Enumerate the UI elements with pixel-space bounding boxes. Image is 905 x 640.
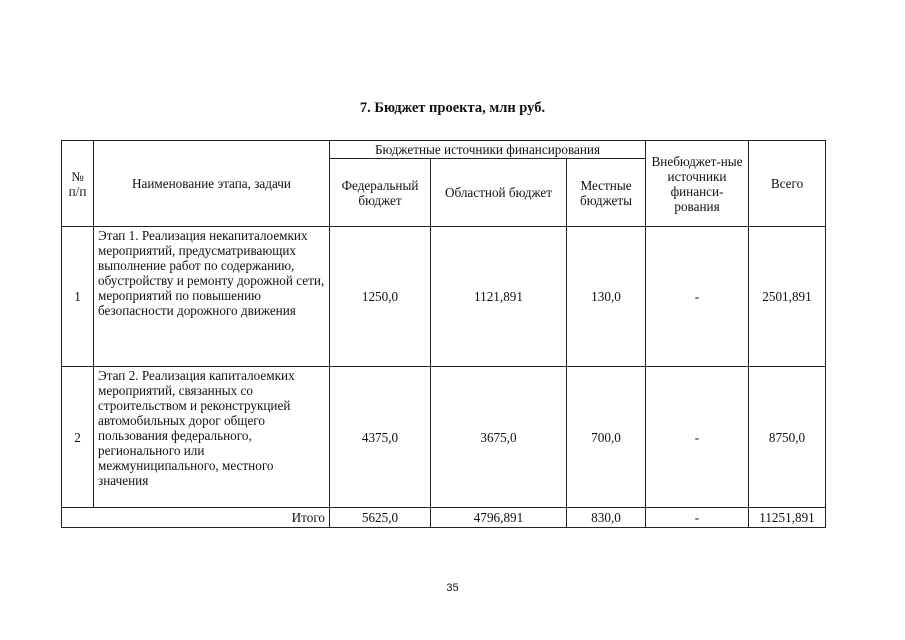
- row-total: 8750,0: [749, 367, 826, 508]
- table-row: [62, 227, 826, 367]
- row-num: 2: [62, 367, 94, 508]
- budget-table: [61, 140, 826, 528]
- totals-local: 830,0: [567, 508, 646, 528]
- row-name: Этап 1. Реализация некапиталоемких мероприятий, предусматривающих выполнение работ по содержанию, обустройству и ремонту дорожной сети, мероприятий по повышению безопасности дорожного движения: [94, 227, 330, 367]
- header-federal: Федеральный бюджет: [330, 159, 431, 227]
- row-extra: -: [646, 367, 749, 508]
- row-local: 130,0: [567, 227, 646, 367]
- row-federal: 4375,0: [330, 367, 431, 508]
- row-name: Этап 2. Реализация капиталоемких мероприятий, связанных со строительством и реконструкцией автомобильных дорог общего пользования федерального, регионального или межмуниципального, местного значения: [94, 367, 330, 508]
- header-regional: Областной бюджет: [431, 159, 567, 227]
- row-regional: 3675,0: [431, 367, 567, 508]
- totals-federal: 5625,0: [330, 508, 431, 528]
- row-local: 700,0: [567, 367, 646, 508]
- header-extrabudget: Внебюджет-ные источники финанси-рования: [646, 141, 749, 227]
- row-regional: 1121,891: [431, 227, 567, 367]
- totals-row: [62, 508, 826, 528]
- row-total: 2501,891: [749, 227, 826, 367]
- row-federal: 1250,0: [330, 227, 431, 367]
- header-budget-sources: Бюджетные источники финансирования: [330, 141, 646, 159]
- header-row: [62, 141, 826, 159]
- totals-total: 11251,891: [749, 508, 826, 528]
- section-title: 7. Бюджет проекта, млн руб.: [359, 100, 546, 116]
- header-total: Всего: [749, 141, 826, 227]
- totals-regional: 4796,891: [431, 508, 567, 528]
- page-number: 35: [446, 582, 459, 594]
- totals-extra: -: [646, 508, 749, 528]
- header-local: Местные бюджеты: [567, 159, 646, 227]
- header-num: № п/п: [62, 141, 94, 227]
- totals-label: Итого: [62, 508, 330, 528]
- row-extra: -: [646, 227, 749, 367]
- header-name: Наименование этапа, задачи: [94, 141, 330, 227]
- row-num: 1: [62, 227, 94, 367]
- table-row: [62, 367, 826, 508]
